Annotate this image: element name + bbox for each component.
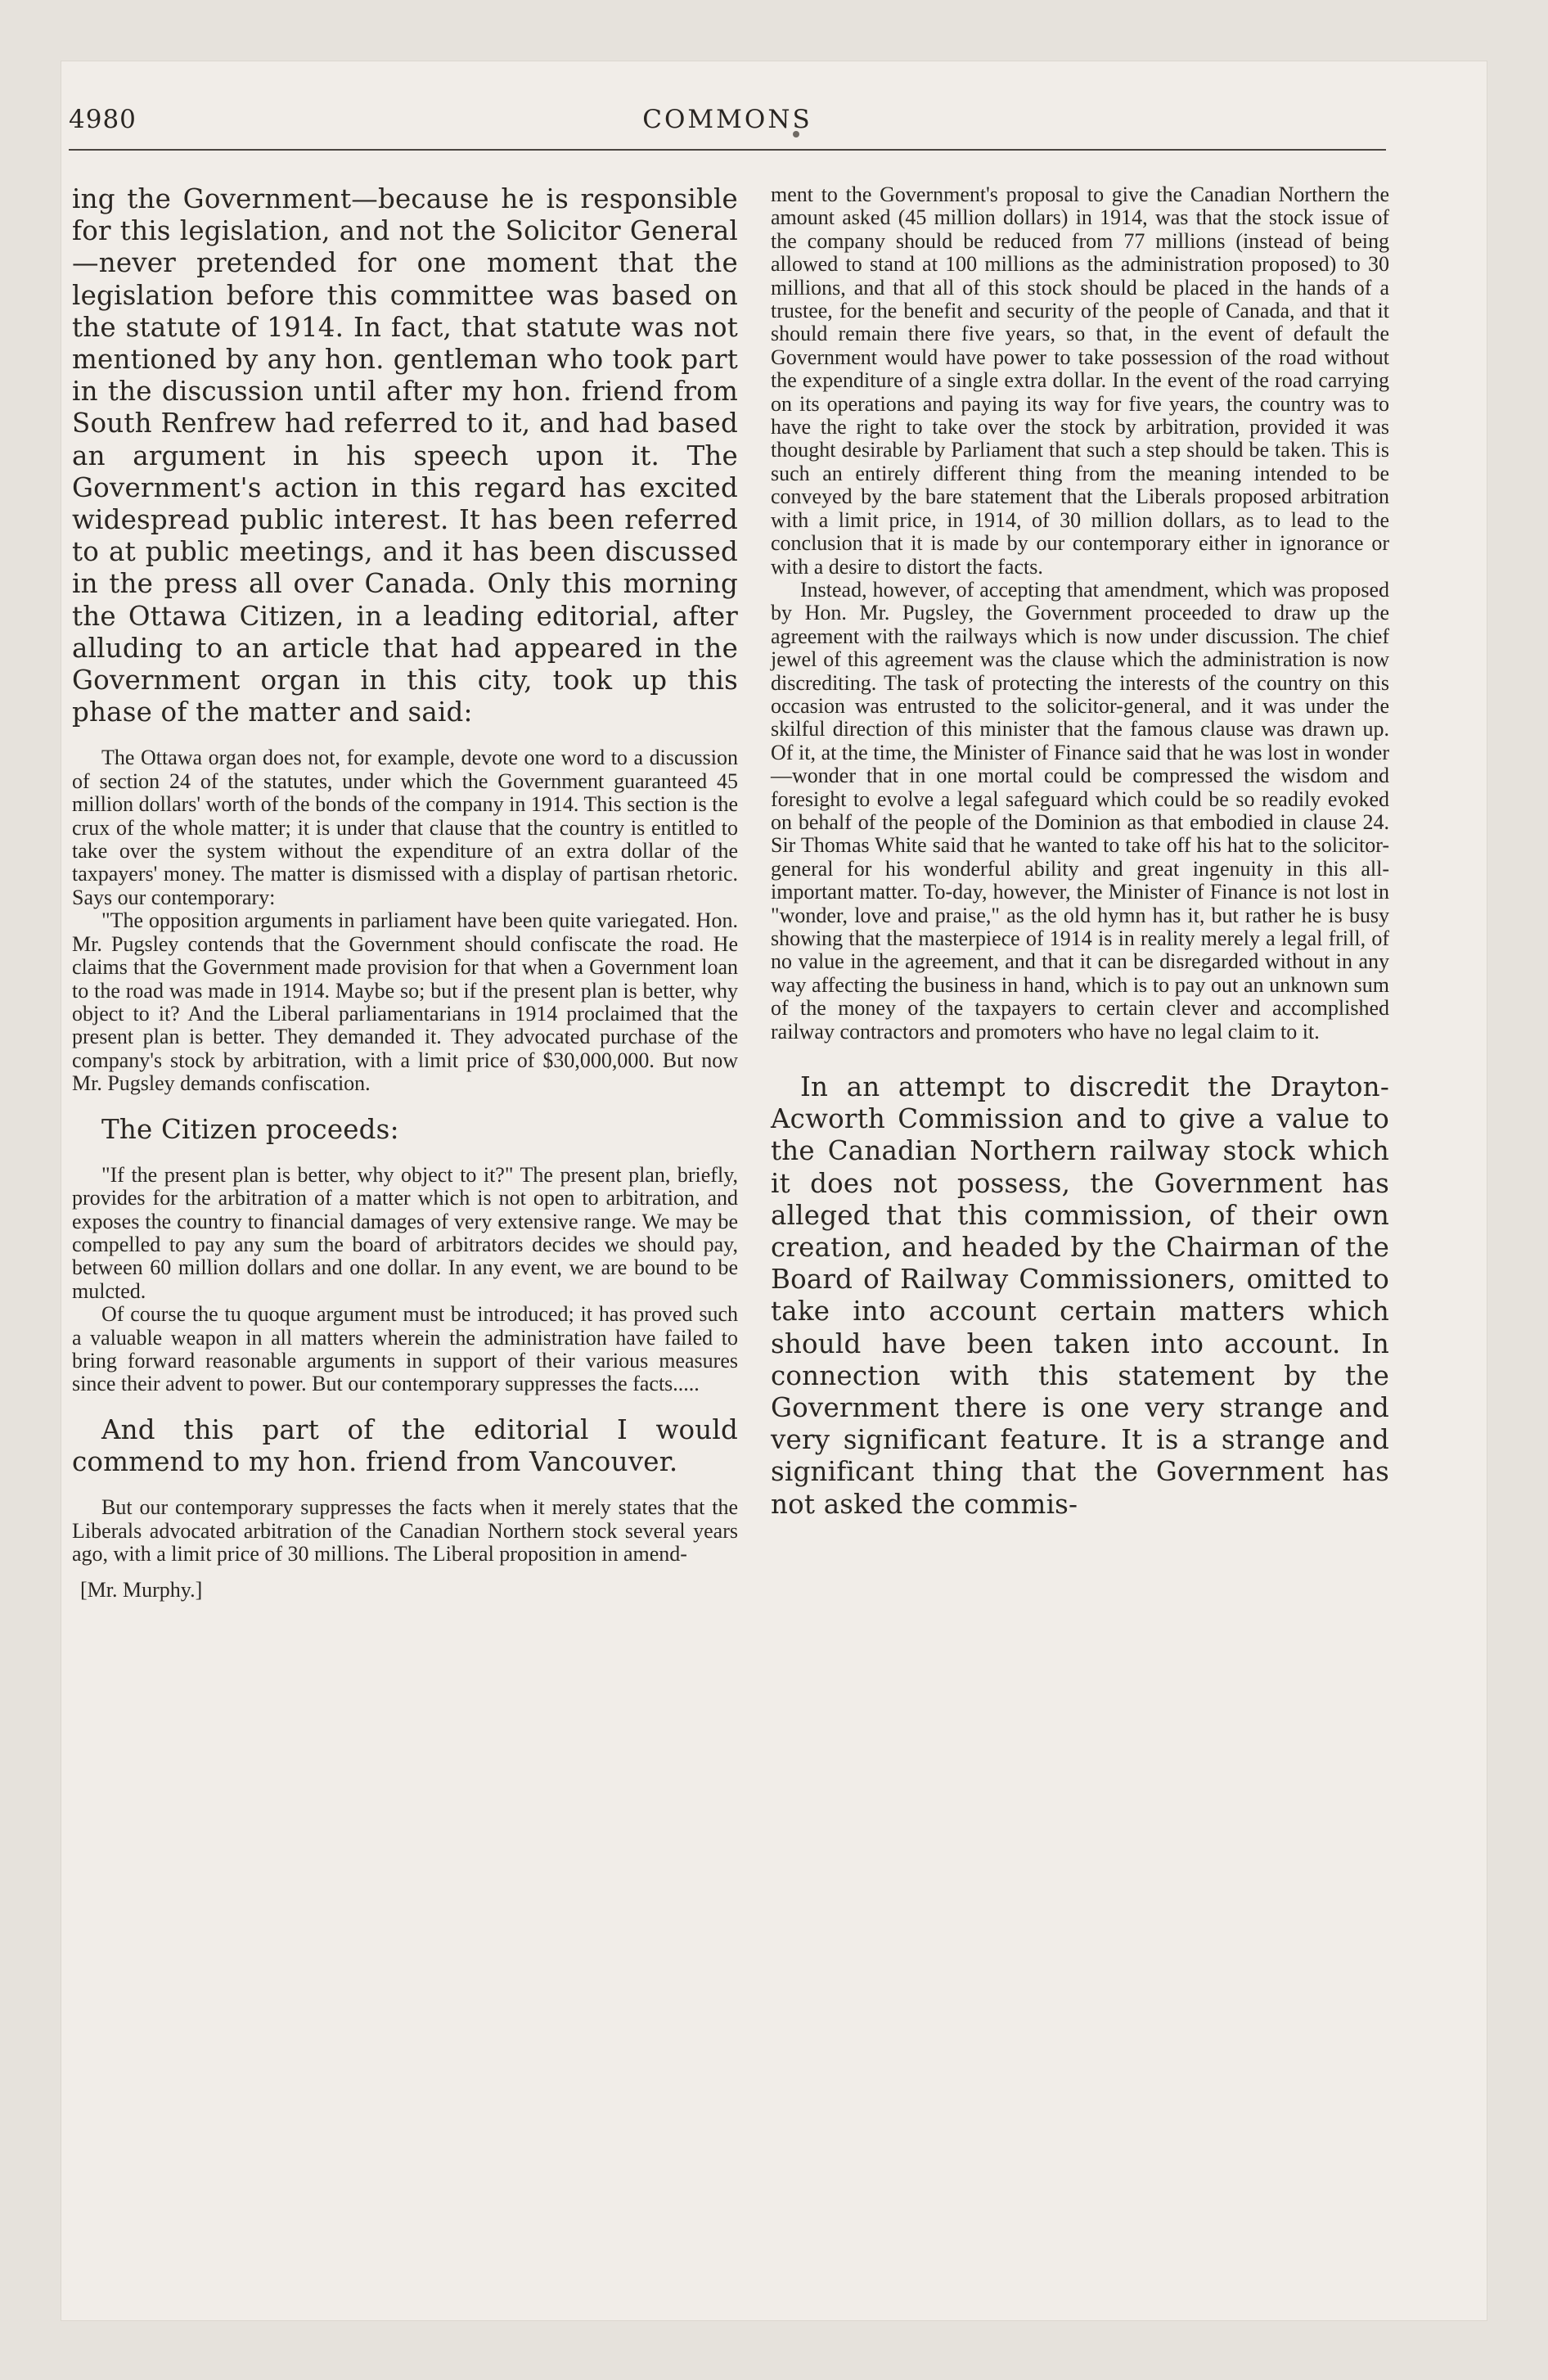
quoted-paragraph: Of course the tu quoque argument must be introduced; it has proved such a valuable weapon in all matters wherein the administration have failed to bring forward reasonable arguments in support of their various measures since their advent to power. But our contemporary suppresses the facts..... — [72, 1302, 738, 1396]
header-rule — [69, 149, 1386, 151]
page-header — [69, 105, 1386, 154]
page-title: COMMONS — [642, 105, 812, 134]
quoted-paragraph: Instead, however, of accepting that amendment, which was proposed by Hon. Mr. Pugsley, the Government proceeded to draw up the agreement with the railways which is now under discussion. The chief jewel of this agreement was the clause which the administration is now discrediting. The task of protecting the interests of the country on this occasion was entrusted to the solicitor-general, and it was under the skilful direction of this minister that the famous clause was drawn up. Of it, at the time, the Minister of Finance said that he was lost in wonder—wonder that in one mortal could be compressed the wisdom and foresight to evolve a legal safeguard which could be so readily evoked on behalf of the people of the Dominion as that embodied in clause 24. Sir Thomas White said that he wanted to take off his hat to the solicitor-general for his wonderful ability and great ingenuity in this all-important matter. To-day, however, the Minister of Finance is not lost in "wonder, love and praise," as the old hymn has it, but rather he is busy showing that the masterpiece of 1914 is in reality merely a legal frill, of no value in the agreement, and that it can be disregarded without in any way affecting the business in hand, which is to pay out an unknown sum of the money of the taxpayers to certain clever and accomplished railway contractors and promoters who have no legal claim to it. — [771, 577, 1389, 1044]
speech-paragraph: ing the Government—because he is responsible for this legislation, and not the Solicitor General—never pretended for one moment that the legislation before this committee was based on the statute of 1914. In fact, that statute was not mentioned by any hon. gentleman who took part in the discussion until after my hon. friend from South Renfrew had referred to it, and had based an argument in his speech upon it. The Government's action in this regard has excited widespread public interest. It has been referred to at public meetings, and it has been discussed in the press all over Canada. Only this morning the Ottawa Citizen, in a leading editorial, after alluding to an article that had appeared in the Government organ in this city, took up this phase of the matter and said: — [72, 183, 738, 728]
left-column — [72, 183, 738, 1603]
speaker-reference: [Mr. Murphy.] — [80, 1578, 203, 1602]
right-column — [771, 183, 1389, 1521]
quoted-paragraph: "If the present plan is better, why object to it?" The present plan, briefly, provides for the arbitration of a matter which is not open to arbitration, and exposes the country to financial damages of very extensive range. We may be compelled to pay any sum the board of arbitrators decides we should pay, between 60 million dollars and one dollar. In any event, we are bound to be mulcted. — [72, 1162, 738, 1303]
quoted-paragraph: But our contemporary suppresses the facts when it merely states that the Liberals advocated arbitration of the Canadian Northern stock several years ago, with a limit price of 30 millions. The Liberal proposition in amend- — [72, 1495, 738, 1566]
quoted-paragraph: The Ottawa organ does not, for example, devote one word to a discussion of section 24 of the statutes, under which the Government guaranteed 45 million dollars' worth of the bonds of the company in 1914. This section is the crux of the whole matter; it is under that clause that the country is entitled to take over the system without the expenditure of an extra dollar of the taxpayers' money. The matter is dismissed with a display of partisan rhetoric. Says our contemporary: — [72, 746, 738, 909]
page-number: 4980 — [69, 105, 137, 134]
quoted-paragraph: "The opposition arguments in parliament have been quite variegated. Hon. Mr. Pugsley contends that the Government should confiscate the road. He claims that the Government made provision for that when a Government loan to the road was made in 1914. Maybe so; but if the present plan is better, why object to it? And the Liberal parliamentarians in 1914 proclaimed that the present plan is better. They demanded it. They advocated purchase of the company's stock by arbitration, with a limit price of $30,000,000. But now Mr. Pugsley demands confiscation. — [72, 908, 738, 1096]
speech-paragraph: And this part of the editorial I would commend to my hon. friend from Vancouver. — [72, 1413, 738, 1478]
speech-paragraph: The Citizen proceeds: — [101, 1113, 399, 1145]
quoted-paragraph: ment to the Government's proposal to give the Canadian Northern the amount asked (45 million dollars) in 1914, was that the stock issue of the company should be reduced from 77 millions (instead of being allowed to stand at 100 millions as the administration proposed) to 30 millions, and that all of this stock should be placed in the hands of a trustee, for the benefit and security of the people of Canada, and that it should remain there five years, so that, in the event of default the Government would have power to take possession of the road without the expenditure of a single extra dollar. In the event of the road carrying on its operations and paying its way for five years, the country was to have the right to take over the stock by arbitration, provided it was thought desirable by Parliament that such a step should be taken. This is such an entirely different thing from the meaning intended to be conveyed by the bare statement that the Liberals proposed arbitration with a limit price, in 1914, of 30 million dollars, as to lead to the conclusion that it is made by our contemporary either in ignorance or with a desire to distort the facts. — [771, 183, 1389, 579]
speech-paragraph: In an attempt to discredit the Drayton-Acworth Commission and to give a value to the Canadian Northern railway stock which it does not possess, the Government has alleged that this commission, of their own creation, and headed by the Chairman of the Board of Railway Commissioners, omitted to take into account certain matters which should have been taken into account. In connection with this statement by the Government there is one very strange and very significant feature. It is a strange and significant thing that the Government has not asked the commis- — [771, 1071, 1389, 1520]
